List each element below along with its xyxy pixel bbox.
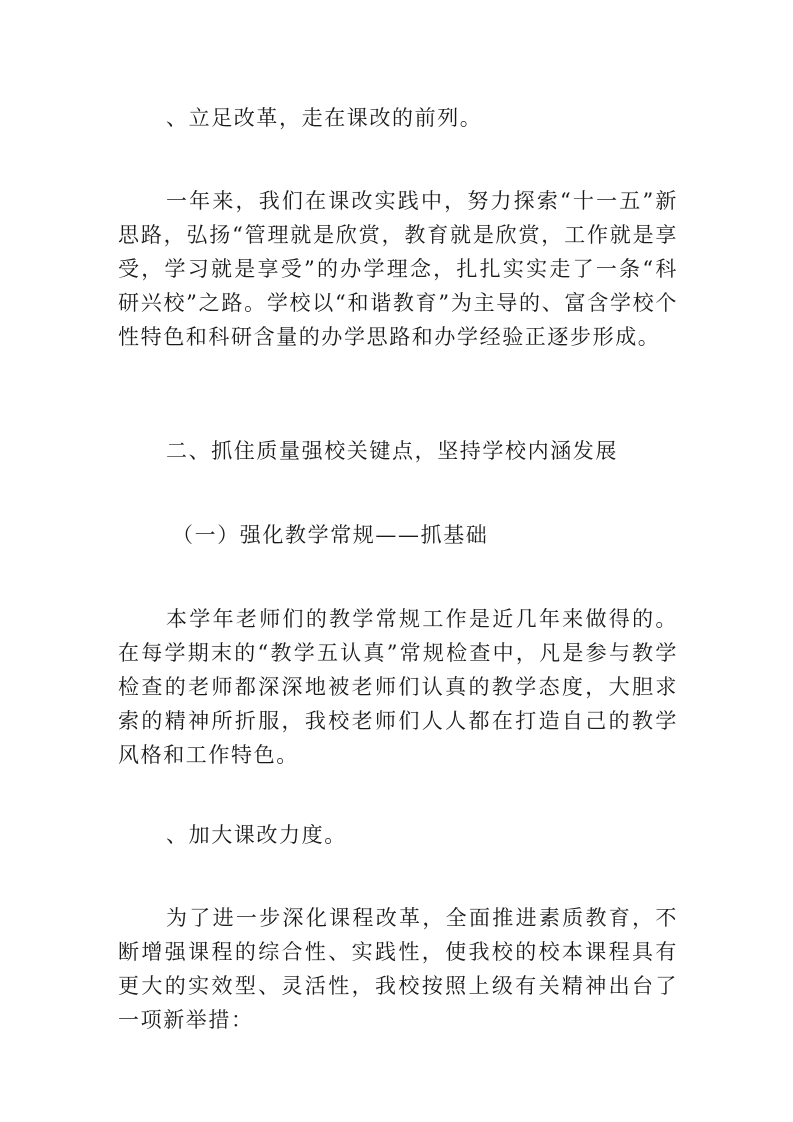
section-heading-reform: 、立足改革，走在课改的前列。	[166, 106, 483, 130]
paragraph-teaching-routine: 本学年老师们的教学常规工作是近几年来做得的。在每学期末的“教学五认真”常规检查中，凡是参与教学检查的老师都深深地被老师们认真的教学态度，大胆求索的精神所折服，我校老师们人人都在打造自己的教学风格和工作特色。	[118, 607, 678, 767]
sub-heading-teaching-routine: （一）强化教学常规——抓基础	[172, 523, 489, 547]
section-heading-quality: 二、抓住质量强校关键点，坚持学校内涵发展	[166, 439, 618, 463]
paragraph-reform-practice: 一年来，我们在课改实践中，努力探索“十一五”新思路，弘扬“管理就是欣赏，教育就是欣赏，工作就是享受，学习就是享受”的办学理念，扎扎实实走了一条“科研兴校”之路。学校以“和谐教育”为主导的、富含学校个性特色和科研含量的办学思路和办学经验正逐步形成。	[118, 189, 678, 349]
section-heading-curriculum: 、加大课改力度。	[166, 823, 347, 847]
paragraph-curriculum-reform: 为了进一步深化课程改革，全面推进素质教育，不断增强课程的综合性、实践性，使我校的校本课程具有更大的实效型、灵活性，我校按照上级有关精神出台了一项新举措：	[118, 906, 678, 1032]
